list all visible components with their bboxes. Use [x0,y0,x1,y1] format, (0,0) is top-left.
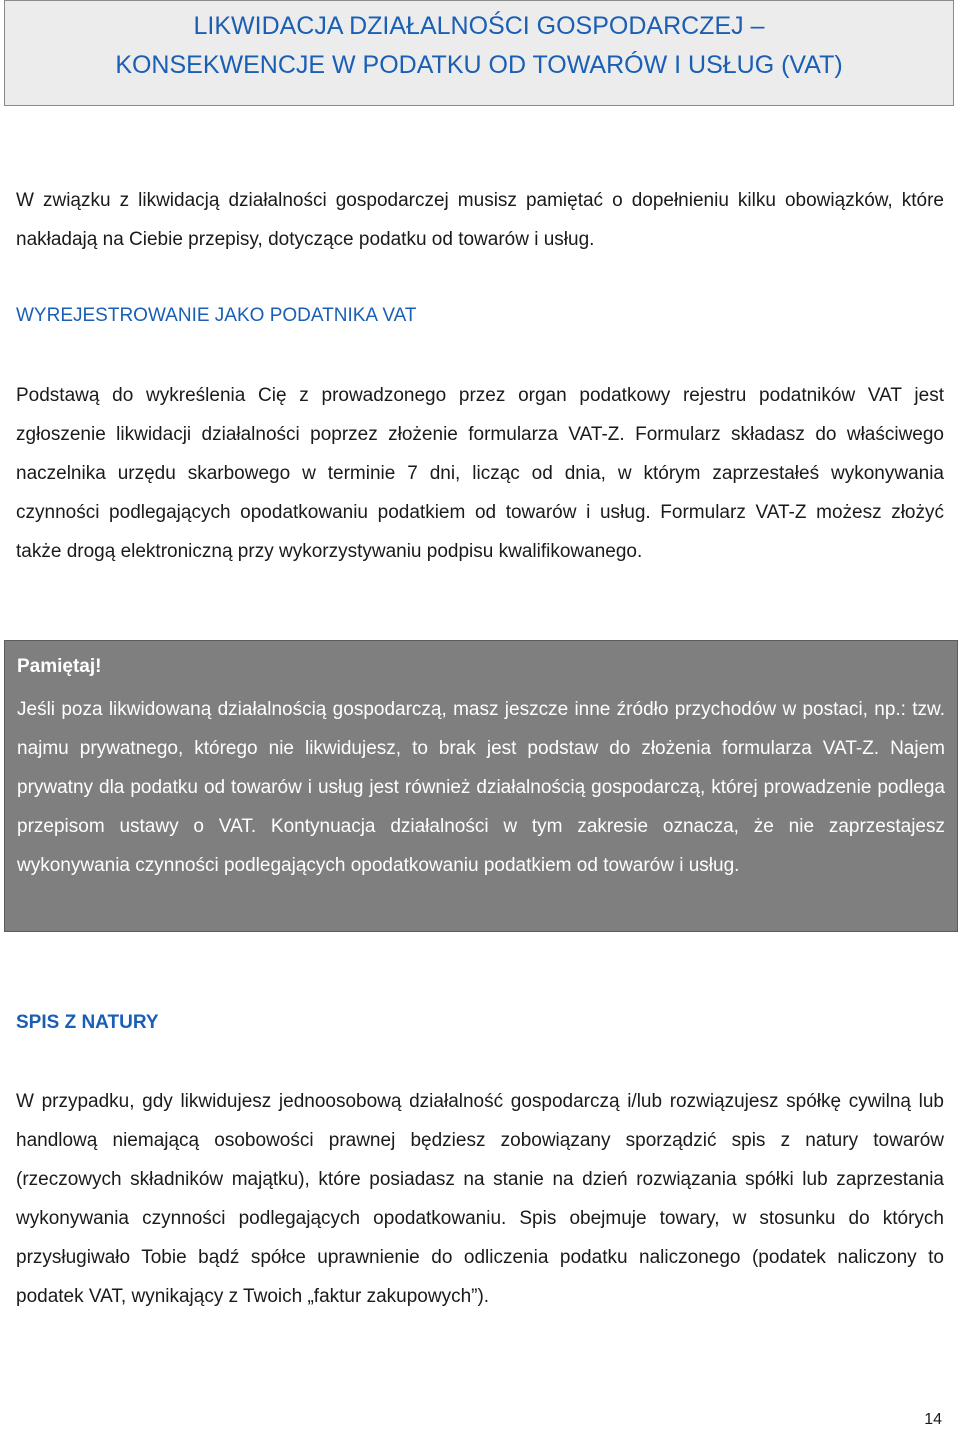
document-title [4,0,954,106]
page-number: 14 [924,1411,942,1428]
reminder-box [4,640,958,932]
section-heading-spis-z-natury: SPIS Z NATURY [16,1012,159,1033]
section-body-wyrejestrowanie: Podstawą do wykreślenia Cię z prowadzonego przez organ podatkowy rejestru podatników VAT jest zgłoszenie likwidacji działalności poprzez złożenie formularza VAT-Z. Formularz składasz do właściwego naczelnika urzędu skarbowego w terminie 7 dni, licząc od dnia, w którym zaprzestałeś wykonywania czynności podlegających opodatkowaniu podatkiem od towarów i usług. Formularz VAT-Z możesz złożyć także drogą elektroniczną przy wykorzystywaniu podpisu kwalifikowanego. [16,385,944,562]
section-body-spis-z-natury: W przypadku, gdy likwidujesz jednoosobową działalność gospodarczą i/lub rozwiązujesz spółkę cywilną lub handlową niemającą osobowości prawnej będziesz zobowiązany sporządzić spis z natury towarów (rzeczowych składników majątku), które posiadasz na stanie na dzień rozwiązania spółki lub zaprzestania wykonywania czynności podlegających opodatkowaniu. Spis obejmuje towary, w stosunku do których przysługiwało Tobie bądź spółce uprawnienie do odliczenia podatku naliczonego (podatek naliczony to podatek VAT, wynikający z Twoich „faktur zakupowych”). [16,1091,944,1307]
section-heading-wyrejestrowanie: WYREJESTROWANIE JAKO PODATNIKA VAT [16,305,417,326]
title-line-1: LIKWIDACJA DZIAŁALNOŚCI GOSPODARCZEJ – [193,12,765,40]
intro-paragraph: W związku z likwidacją działalności gospodarczej musisz pamiętać o dopełnieniu kilku obowiązków, które nakładają na Ciebie przepisy, dotyczące podatku od towarów i usług. [16,190,944,250]
reminder-label: Pamiętaj! [17,656,102,677]
reminder-text: Jeśli poza likwidowaną działalnością gospodarczą, masz jeszcze inne źródło przychodów w postaci, np.: tzw. najmu prywatnego, którego nie likwidujesz, to brak jest podstaw do złożenia formularza VAT-Z. Najem prywatny dla podatku od towarów i usług jest również działalnością gospodarczą, której prowadzenie podlega przepisom ustawy o VAT. Kontynuacja działalności w tym zakresie oznacza, że nie zaprzestajesz wykonywania czynności podlegających opodatkowaniu podatkiem od towarów i usług. [17,699,945,876]
title-line-2: KONSEKWENCJE W PODATKU OD TOWARÓW I USŁUG (VAT) [115,51,843,79]
